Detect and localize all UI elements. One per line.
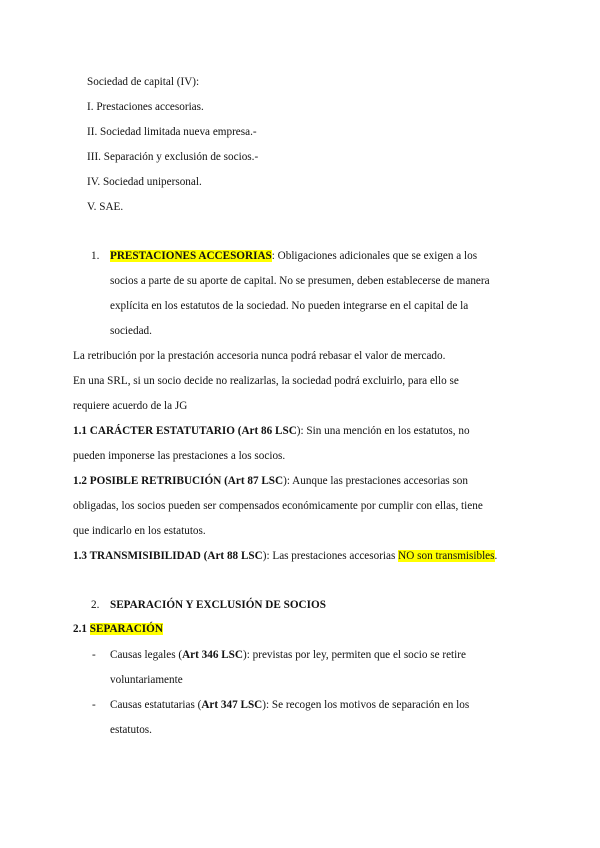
subsection-1-1 bbox=[73, 424, 470, 438]
section-number: 1. bbox=[91, 250, 100, 262]
subsection-close: ): bbox=[283, 475, 290, 487]
paragraph-line: socios a parte de su aporte de capital. No se presumen, deben establecerse de manera bbox=[110, 275, 490, 287]
section-1-intro bbox=[110, 249, 477, 263]
bullet-text: ): Se recogen los motivos de separación en los bbox=[262, 699, 470, 711]
highlighted-text: NO son transmisibles bbox=[398, 550, 495, 562]
subsection-2-1 bbox=[73, 622, 163, 636]
toc-item: III. Separación y exclusión de socios.- bbox=[87, 151, 259, 163]
period: . bbox=[494, 550, 498, 562]
toc-item: II. Sociedad limitada nueva empresa.- bbox=[87, 126, 257, 138]
toc-item: I. Prestaciones accesorias. bbox=[87, 101, 204, 113]
subsection-text: Aunque las prestaciones accesorias son bbox=[289, 475, 468, 487]
subsection-close: ): bbox=[296, 425, 304, 437]
article-reference: Art 88 LSC bbox=[207, 550, 263, 562]
paragraph-line: obligadas, los socios pueden ser compensados económicamente por cumplir con ellas, tiene bbox=[73, 500, 483, 512]
paragraph-line: requiere acuerdo de la JG bbox=[73, 400, 188, 412]
article-reference: Art 87 LSC bbox=[227, 475, 284, 487]
bullet-text: Causas legales ( bbox=[110, 649, 183, 661]
paragraph-line: En una SRL, si un socio decide no realizarlas, la sociedad podrá excluirlo, para ello se bbox=[73, 375, 459, 387]
bullet-text: ): previstas por ley, permiten que el socio se retire bbox=[243, 649, 466, 661]
paragraph-line: pueden imponerse las prestaciones a los socios. bbox=[73, 450, 286, 462]
bullet-dash: - bbox=[92, 699, 96, 711]
bullet-item bbox=[110, 698, 469, 712]
toc-item: IV. Sociedad unipersonal. bbox=[87, 176, 202, 188]
toc-item: V. SAE. bbox=[87, 201, 124, 213]
article-reference: Art 346 LSC bbox=[182, 649, 243, 661]
subsection-text: Sin una mención en los estatutos, no bbox=[303, 425, 470, 437]
section-number: 2. bbox=[91, 599, 100, 611]
subsection-number: 2.1 bbox=[73, 623, 90, 635]
bullet-text: Causas estatutarias ( bbox=[110, 699, 202, 711]
subsection-title: 1.2 POSIBLE RETRIBUCIÓN ( bbox=[73, 475, 228, 487]
paragraph-line: La retribución por la prestación accesoria nunca podrá rebasar el valor de mercado. bbox=[73, 350, 446, 362]
bullet-dash: - bbox=[92, 649, 96, 661]
subsection-1-3 bbox=[73, 549, 497, 563]
section-intro-text: : Obligaciones adicionales que se exigen a los bbox=[271, 250, 478, 262]
subsection-title: 1.3 TRANSMISIBILIDAD ( bbox=[73, 550, 208, 562]
section-heading: SEPARACIÓN Y EXCLUSIÓN DE SOCIOS bbox=[110, 599, 326, 611]
paragraph-line: voluntariamente bbox=[110, 674, 183, 686]
section-heading: PRESTACIONES ACCESORIAS bbox=[110, 250, 272, 262]
paragraph-line: que indicarlo en los estatutos. bbox=[73, 525, 206, 537]
subsection-title: 1.1 CARÁCTER ESTATUTARIO ( bbox=[73, 425, 242, 437]
paragraph-line: estatutos. bbox=[110, 724, 152, 736]
article-reference: Art 86 LSC bbox=[241, 425, 297, 437]
toc-title: Sociedad de capital (IV): bbox=[87, 76, 200, 88]
subsection-text: Las prestaciones accesorias bbox=[269, 550, 399, 562]
subsection-1-2 bbox=[73, 474, 468, 488]
subsection-close: ): bbox=[262, 550, 270, 562]
subsection-title: SEPARACIÓN bbox=[89, 623, 163, 635]
paragraph-line: sociedad. bbox=[110, 325, 152, 337]
bullet-item bbox=[110, 648, 466, 662]
paragraph-line: explícita en los estatutos de la sociedad. No pueden integrarse en el capital de la bbox=[110, 300, 469, 312]
article-reference: Art 347 LSC bbox=[201, 699, 263, 711]
